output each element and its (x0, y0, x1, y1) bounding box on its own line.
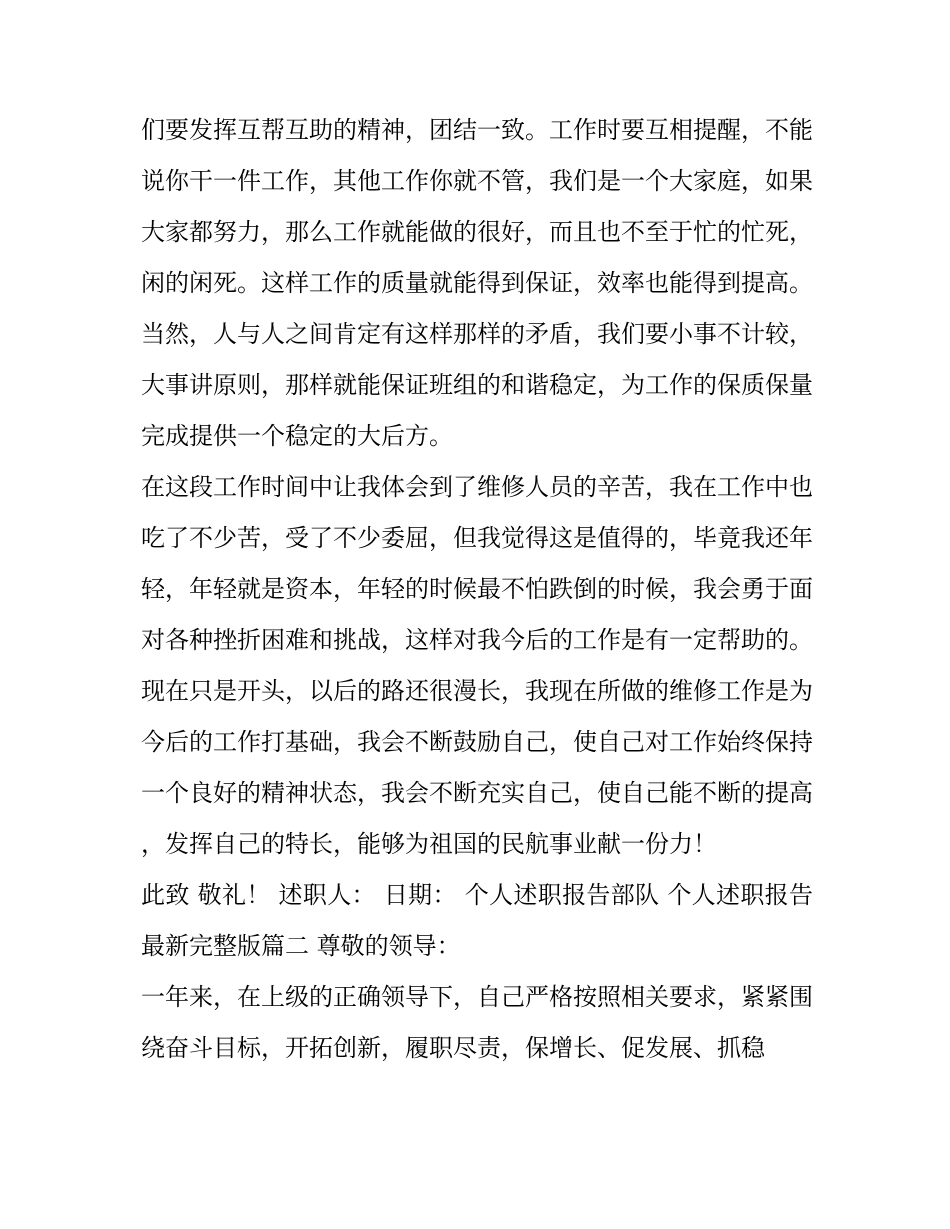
document-body (141, 105, 813, 1074)
paragraph-teamwork: 们要发挥互帮互助的精神，团结一致。工作时要互相提醒，不能说你干一件工作，其他工作你就不管，我们是一个大家庭，如果大家都努力，那么工作就能做的很好，而且也不至于忙的忙死，闲的闲死。这样工作的质量就能得到保证，效率也能得到提高。当然，人与人之间肯定有这样那样的矛盾，我们要小事不计较，大事讲原则，那样就能保证班组的和谐稳定，为工作的保质保量完成提供一个稳定的大后方。 (141, 116, 813, 450)
paragraph-report-opening: 一年来，在上级的正确领导下，自己严格按照相关要求，紧紧围绕奋斗目标，开拓创新，履职尽责，保增长、促发展、抓稳 (141, 983, 813, 1062)
paragraph-experience: 在这段工作时间中让我体会到了维修人员的辛苦，我在工作中也吃了不少苦，受了不少委屈，但我觉得这是值得的，毕竟我还年轻，年轻就是资本，年轻的时候最不怕跌倒的时候，我会勇于面对各种挫折困难和挑战，这样对我今后的工作是有一定帮助的。现在只是开头，以后的路还很漫长，我现在所做的维修工作是为今后的工作打基础，我会不断鼓励自己，使自己对工作始终保持一个良好的精神状态，我会不断充实自己，使自己能不断的提高，发挥自己的特长，能够为祖国的民航事业献一份力！ (141, 473, 813, 858)
paragraph-closing: 此致 敬礼！ 述职人： 日期： 个人述职报告部队 个人述职报告最新完整版篇二 尊敬的领导： (141, 881, 813, 960)
